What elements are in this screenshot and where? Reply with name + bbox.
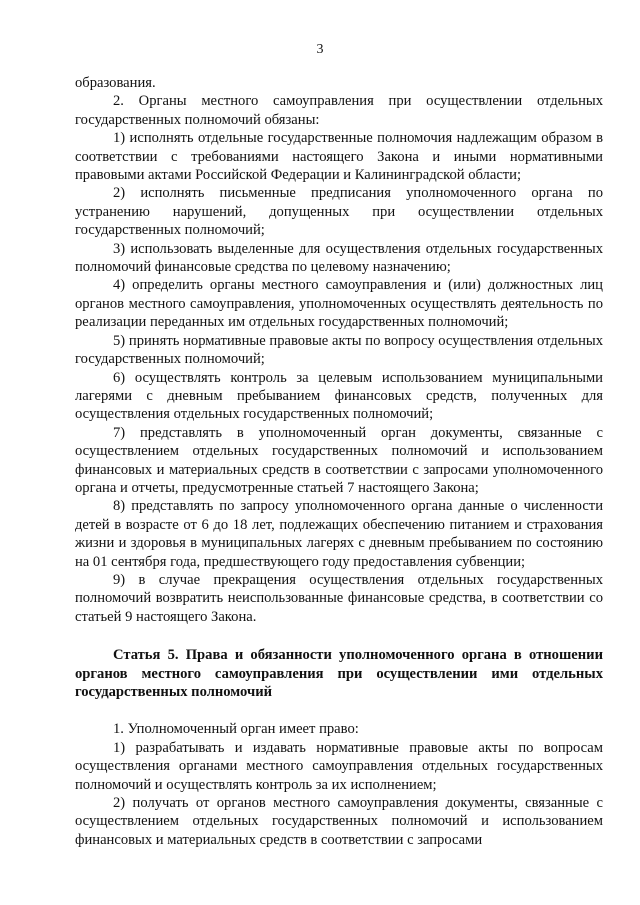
paragraph-continuation: образования. <box>75 75 156 91</box>
paragraph-subitem-6: 6) осуществлять контроль за целевым использованием муниципальными лагерями с дневным пребыванием финансовых средств, полученных для осуществления отдельных государственных полномочий; <box>75 369 603 423</box>
article-heading: Статья 5. Права и обязанности уполномоченного органа в отношении органов местного самоуправления при осуществлении ими отдельных государственных полномочий <box>75 647 603 700</box>
paragraph-subitem-5: 5) принять нормативные правовые акты по вопросу осуществления отдельных государственных полномочий; <box>75 332 603 368</box>
document-body <box>75 74 603 849</box>
article-subitem-1: 1) разрабатывать и издавать нормативные правовые акты по вопросам осуществления органами местного самоуправления отдельных государственных полномочий и осуществлять контроль за их исполнением; <box>75 739 603 793</box>
paragraph-subitem-1: 1) исполнять отдельные государственные полномочия надлежащим образом в соответствии с требованиями настоящего Закона и иными нормативными правовыми актами Российской Федерации и Калининградской области; <box>75 130 603 184</box>
paragraph-subitem-8: 8) представлять по запросу уполномоченного органа данные о численности детей в возрасте от 6 до 18 лет, подлежащих обеспечению питанием и страхования жизни и здоровья в муниципальных лагерях с дневным пребыванием по состоянию на 01 сентября года, предшествующего году предоставления субвенции; <box>75 498 603 570</box>
page-number: 3 <box>316 42 324 57</box>
article-paragraph-1: 1. Уполномоченный орган имеет право: <box>113 721 359 738</box>
paragraph-item-2: 2. Органы местного самоуправления при осуществлении отдельных государственных полномочий обязаны: <box>75 93 603 128</box>
paragraph-subitem-4: 4) определить органы местного самоуправления и (или) должностных лиц органов местного самоуправления, уполномоченных осуществлять деятельность по реализации переданных им отдельных государственных полномочий; <box>75 277 603 331</box>
paragraph-subitem-3: 3) использовать выделенные для осуществления отдельных государственных полномочий финансовые средства по целевому назначению; <box>75 240 603 276</box>
paragraph-subitem-9: 9) в случае прекращения осуществления отдельных государственных полномочий возвратить неиспользованные финансовые средства, в соответствии со статьей 9 настоящего Закона. <box>75 571 603 625</box>
paragraph-subitem-2: 2) исполнять письменные предписания уполномоченного органа по устранению нарушений, допущенных при осуществлении отдельных государственных полномочий; <box>75 185 603 239</box>
article-subitem-2: 2) получать от органов местного самоуправления документы, связанные с осуществлением отдельных государственных полномочий и использованием финансовых и материальных средств в соответствии с запросами <box>75 795 603 848</box>
paragraph-subitem-7: 7) представлять в уполномоченный орган документы, связанные с осуществлением отдельных государственных полномочий и использованием финансовых и материальных средств в соответствии с запросами уполномоченного органа и отчеты, предусмотренные статьей 7 настоящего Закона; <box>75 424 603 496</box>
